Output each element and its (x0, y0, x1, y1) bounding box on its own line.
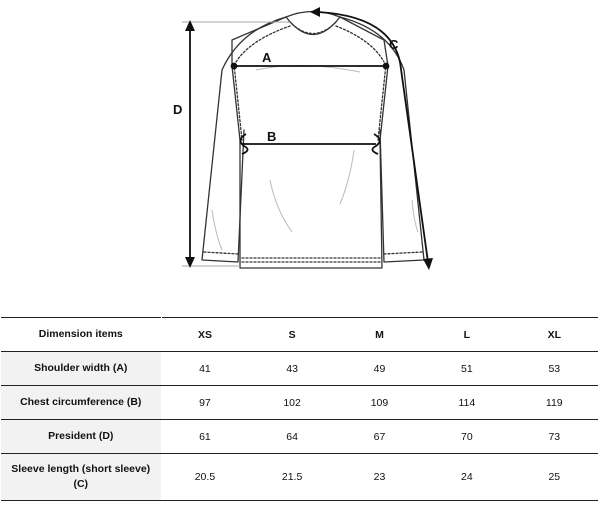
table-cell: 49 (336, 352, 423, 386)
header-size-xl: XL (511, 318, 598, 352)
row-label: Chest circumference (B) (1, 386, 161, 420)
header-size-l: L (423, 318, 510, 352)
table-cell: 73 (511, 420, 598, 454)
table-row (1, 386, 598, 420)
shirt-body-outline (232, 17, 388, 268)
table-cell: 109 (336, 386, 423, 420)
table-cell: 64 (248, 420, 335, 454)
label-a: A (262, 50, 272, 65)
table-header-row (1, 318, 598, 352)
table-cell: 97 (161, 386, 248, 420)
table-cell: 53 (511, 352, 598, 386)
label-d: D (173, 102, 183, 117)
table-cell: 43 (248, 352, 335, 386)
row-label: Shoulder width (A) (1, 352, 161, 386)
table-row (1, 454, 598, 501)
table-cell: 41 (161, 352, 248, 386)
table-row (1, 420, 598, 454)
label-c: C (389, 37, 399, 52)
chest-width-marker (240, 134, 379, 154)
table-cell: 61 (161, 420, 248, 454)
row-label: Sleeve length (short sleeve) (C) (1, 454, 161, 501)
header-size-m: M (336, 318, 423, 352)
table-cell: 70 (423, 420, 510, 454)
table-cell: 51 (423, 352, 510, 386)
header-size-xs: XS (161, 318, 248, 352)
table-cell: 20.5 (161, 454, 248, 501)
table-cell: 67 (336, 420, 423, 454)
table-cell: 114 (423, 386, 510, 420)
table-cell: 24 (423, 454, 510, 501)
label-b: B (267, 129, 277, 144)
table-cell: 23 (336, 454, 423, 501)
table-cell: 102 (248, 386, 335, 420)
header-size-s: S (248, 318, 335, 352)
table-cell: 21.5 (248, 454, 335, 501)
shoulder-width-marker (232, 64, 389, 69)
size-chart-table (1, 317, 598, 501)
header-dimension-items: Dimension items (1, 318, 161, 352)
table-cell: 25 (511, 454, 598, 501)
table-cell: 119 (511, 386, 598, 420)
shirt-collar (286, 12, 340, 35)
table-row (1, 352, 598, 386)
row-label: President (D) (1, 420, 161, 454)
